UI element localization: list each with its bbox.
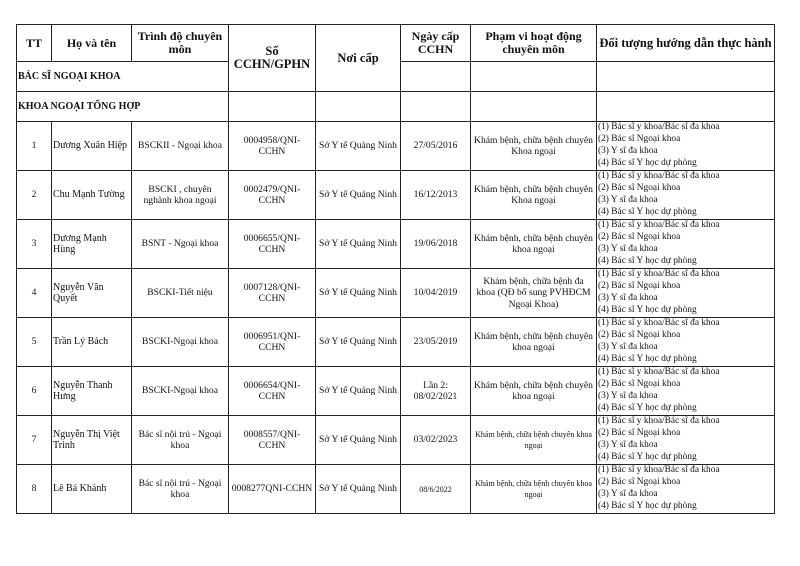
cell-name: Chu Mạnh Tường — [52, 171, 132, 220]
cell-scope: Khám bệnh, chữa bệnh chuyên khoa ngoại — [471, 367, 597, 416]
cell-tt: 5 — [17, 318, 52, 367]
target-item: (3) Y sĩ đa khoa — [598, 489, 658, 499]
cell-targets — [597, 269, 775, 318]
header-scope: Phạm vi hoạt động chuyên môn — [471, 25, 597, 62]
cell-qualification: BSCKI-Ngoại khoa — [132, 318, 229, 367]
empty-cell — [471, 92, 597, 122]
cell-issue-date: 23/05/2019 — [401, 318, 471, 367]
target-item: (3) Y sĩ đa khoa — [598, 391, 658, 401]
target-item: (2) Bác sĩ Ngoại khoa — [598, 281, 681, 292]
table-row — [17, 318, 775, 367]
target-item: (4) Bác sĩ Y học dự phòng — [598, 353, 697, 364]
cell-scope: Khám bệnh, chữa bệnh đa khoa (QĐ bổ sung PVHĐCM Ngoại Khoa) — [471, 269, 597, 318]
target-item: (4) Bác sĩ Y học dự phòng — [598, 206, 697, 217]
cell-issuer: Sở Y tế Quảng Ninh — [316, 416, 401, 465]
target-item: (4) Bác sĩ Y học dự phòng — [598, 255, 697, 266]
cell-issue-date: 08/6/2022 — [401, 465, 471, 514]
cell-issuer: Sở Y tế Quảng Ninh — [316, 171, 401, 220]
cell-scope: Khám bệnh, chữa bệnh chuyên khoa ngoại — [471, 465, 597, 514]
cell-qualification: BSCKII - Ngoại khoa — [132, 122, 229, 171]
cell-license-no: 0008557/QNI-CCHN — [229, 416, 316, 465]
cell-issuer: Sở Y tế Quảng Ninh — [316, 367, 401, 416]
cell-targets — [597, 122, 775, 171]
table-row — [17, 367, 775, 416]
cell-license-no: 0006951/QNI-CCHN — [229, 318, 316, 367]
header-license-no: Số CCHN/GPHN — [229, 25, 316, 92]
cell-tt: 7 — [17, 416, 52, 465]
target-item: (2) Bác sĩ Ngoại khoa — [598, 330, 681, 341]
target-item: (2) Bác sĩ Ngoại khoa — [598, 477, 681, 488]
target-item: (2) Bác sĩ Ngoại khoa — [598, 183, 681, 194]
table-row — [17, 269, 775, 318]
header-row — [17, 25, 775, 62]
header-tt: TT — [17, 25, 52, 62]
cell-tt: 1 — [17, 122, 52, 171]
cell-tt: 3 — [17, 220, 52, 269]
header-targets: Đối tượng hướng dẫn thực hành — [597, 25, 775, 62]
cell-issuer: Sở Y tế Quảng Ninh — [316, 269, 401, 318]
empty-cell — [401, 62, 471, 92]
section-label: KHOA NGOẠI TỔNG HỢP — [17, 92, 229, 122]
empty-cell — [597, 62, 775, 92]
target-item: (3) Y sĩ đa khoa — [598, 342, 658, 352]
cell-targets — [597, 367, 775, 416]
cell-license-no: 0006655/QNI-CCHN — [229, 220, 316, 269]
cell-name: Nguyễn Thị Việt Trinh — [52, 416, 132, 465]
target-item: (3) Y sĩ đa khoa — [598, 146, 658, 156]
cell-tt: 8 — [17, 465, 52, 514]
target-item: (2) Bác sĩ Ngoại khoa — [598, 134, 681, 145]
cell-scope: Khám bệnh, chữa bệnh chuyên khoa ngoại — [471, 220, 597, 269]
cell-license-no: 0004958/QNI-CCHN — [229, 122, 316, 171]
empty-cell — [597, 92, 775, 122]
cell-qualification: BSNT - Ngoại khoa — [132, 220, 229, 269]
cell-name: Dương Xuân Hiệp — [52, 122, 132, 171]
header-issue-date: Ngày cấp CCHN — [401, 25, 471, 62]
target-item: (3) Y sĩ đa khoa — [598, 195, 658, 205]
empty-cell — [471, 62, 597, 92]
empty-cell — [401, 92, 471, 122]
cell-name: Dương Mạnh Hùng — [52, 220, 132, 269]
cell-targets — [597, 465, 775, 514]
cell-issuer: Sở Y tế Quảng Ninh — [316, 220, 401, 269]
cell-qualification: Bác sĩ nội trú - Ngoại khoa — [132, 416, 229, 465]
empty-cell — [229, 92, 316, 122]
cell-name: Nguyễn Văn Quyết — [52, 269, 132, 318]
cell-license-no: 0006654/QNI-CCHN — [229, 367, 316, 416]
target-item: (1) Bác sĩ y khoa/Bác sĩ đa khoa — [598, 367, 720, 378]
cell-issuer: Sở Y tế Quảng Ninh — [316, 122, 401, 171]
table-row — [17, 220, 775, 269]
target-item: (1) Bác sĩ y khoa/Bác sĩ đa khoa — [598, 220, 720, 231]
cell-qualification: BSCKI , chuyên nghành khoa ngoại — [132, 171, 229, 220]
cell-name: Lê Bá Khánh — [52, 465, 132, 514]
cell-scope: Khám bệnh, chữa bệnh chuyên khoa ngoại — [471, 416, 597, 465]
table-row — [17, 122, 775, 171]
empty-cell — [316, 92, 401, 122]
target-item: (4) Bác sĩ Y học dự phòng — [598, 500, 697, 511]
cell-issue-date: Lần 2: 08/02/2021 — [401, 367, 471, 416]
cell-issue-date: 16/12/2013 — [401, 171, 471, 220]
cell-issue-date: 27/05/2016 — [401, 122, 471, 171]
cell-issuer: Sở Y tế Quảng Ninh — [316, 465, 401, 514]
target-item: (3) Y sĩ đa khoa — [598, 440, 658, 450]
cell-name: Trần Lý Bách — [52, 318, 132, 367]
header-name: Họ và tên — [52, 25, 132, 62]
target-item: (2) Bác sĩ Ngoại khoa — [598, 232, 681, 243]
cell-qualification: Bác sĩ nội trú - Ngoại khoa — [132, 465, 229, 514]
target-item: (1) Bác sĩ y khoa/Bác sĩ đa khoa — [598, 171, 720, 182]
target-item: (4) Bác sĩ Y học dự phòng — [598, 402, 697, 413]
table-row — [17, 416, 775, 465]
section-label: BÁC SĨ NGOẠI KHOA — [17, 62, 229, 92]
target-item: (3) Y sĩ đa khoa — [598, 293, 658, 303]
cell-issue-date: 19/06/2018 — [401, 220, 471, 269]
cell-tt: 6 — [17, 367, 52, 416]
cell-targets — [597, 220, 775, 269]
header-issuer: Nơi cấp — [316, 25, 401, 92]
staff-table — [16, 24, 775, 514]
cell-scope: Khám bệnh, chữa bệnh chuyên Khoa ngoại — [471, 171, 597, 220]
target-item: (1) Bác sĩ y khoa/Bác sĩ đa khoa — [598, 465, 720, 476]
target-item: (4) Bác sĩ Y học dự phòng — [598, 157, 697, 168]
cell-license-no: 0007128/QNI-CCHN — [229, 269, 316, 318]
target-item: (2) Bác sĩ Ngoại khoa — [598, 379, 681, 390]
target-item: (3) Y sĩ đa khoa — [598, 244, 658, 254]
cell-scope: Khám bệnh, chữa bệnh chuyên khoa ngoại — [471, 318, 597, 367]
cell-name: Nguyễn Thanh Hưng — [52, 367, 132, 416]
header-qualification: Trình độ chuyên môn — [132, 25, 229, 62]
target-item: (4) Bác sĩ Y học dự phòng — [598, 451, 697, 462]
target-item: (4) Bác sĩ Y học dự phòng — [598, 304, 697, 315]
cell-tt: 2 — [17, 171, 52, 220]
table-row — [17, 465, 775, 514]
table-row — [17, 171, 775, 220]
cell-issue-date: 03/02/2023 — [401, 416, 471, 465]
cell-license-no: 0008277QNI-CCHN — [229, 465, 316, 514]
section-row — [17, 92, 775, 122]
target-item: (1) Bác sĩ y khoa/Bác sĩ đa khoa — [598, 122, 720, 133]
cell-tt: 4 — [17, 269, 52, 318]
cell-issuer: Sở Y tế Quảng Ninh — [316, 318, 401, 367]
cell-targets — [597, 171, 775, 220]
cell-targets — [597, 416, 775, 465]
cell-qualification: BSCKI-Tiết niệu — [132, 269, 229, 318]
cell-qualification: BSCKI-Ngoại khoa — [132, 367, 229, 416]
cell-scope: Khám bệnh, chữa bệnh chuyên Khoa ngoại — [471, 122, 597, 171]
target-item: (1) Bác sĩ y khoa/Bác sĩ đa khoa — [598, 269, 720, 280]
cell-targets — [597, 318, 775, 367]
target-item: (2) Bác sĩ Ngoại khoa — [598, 428, 681, 439]
target-item: (1) Bác sĩ y khoa/Bác sĩ đa khoa — [598, 416, 720, 427]
cell-issue-date: 10/04/2019 — [401, 269, 471, 318]
target-item: (1) Bác sĩ y khoa/Bác sĩ đa khoa — [598, 318, 720, 329]
cell-license-no: 0002479/QNI-CCHN — [229, 171, 316, 220]
